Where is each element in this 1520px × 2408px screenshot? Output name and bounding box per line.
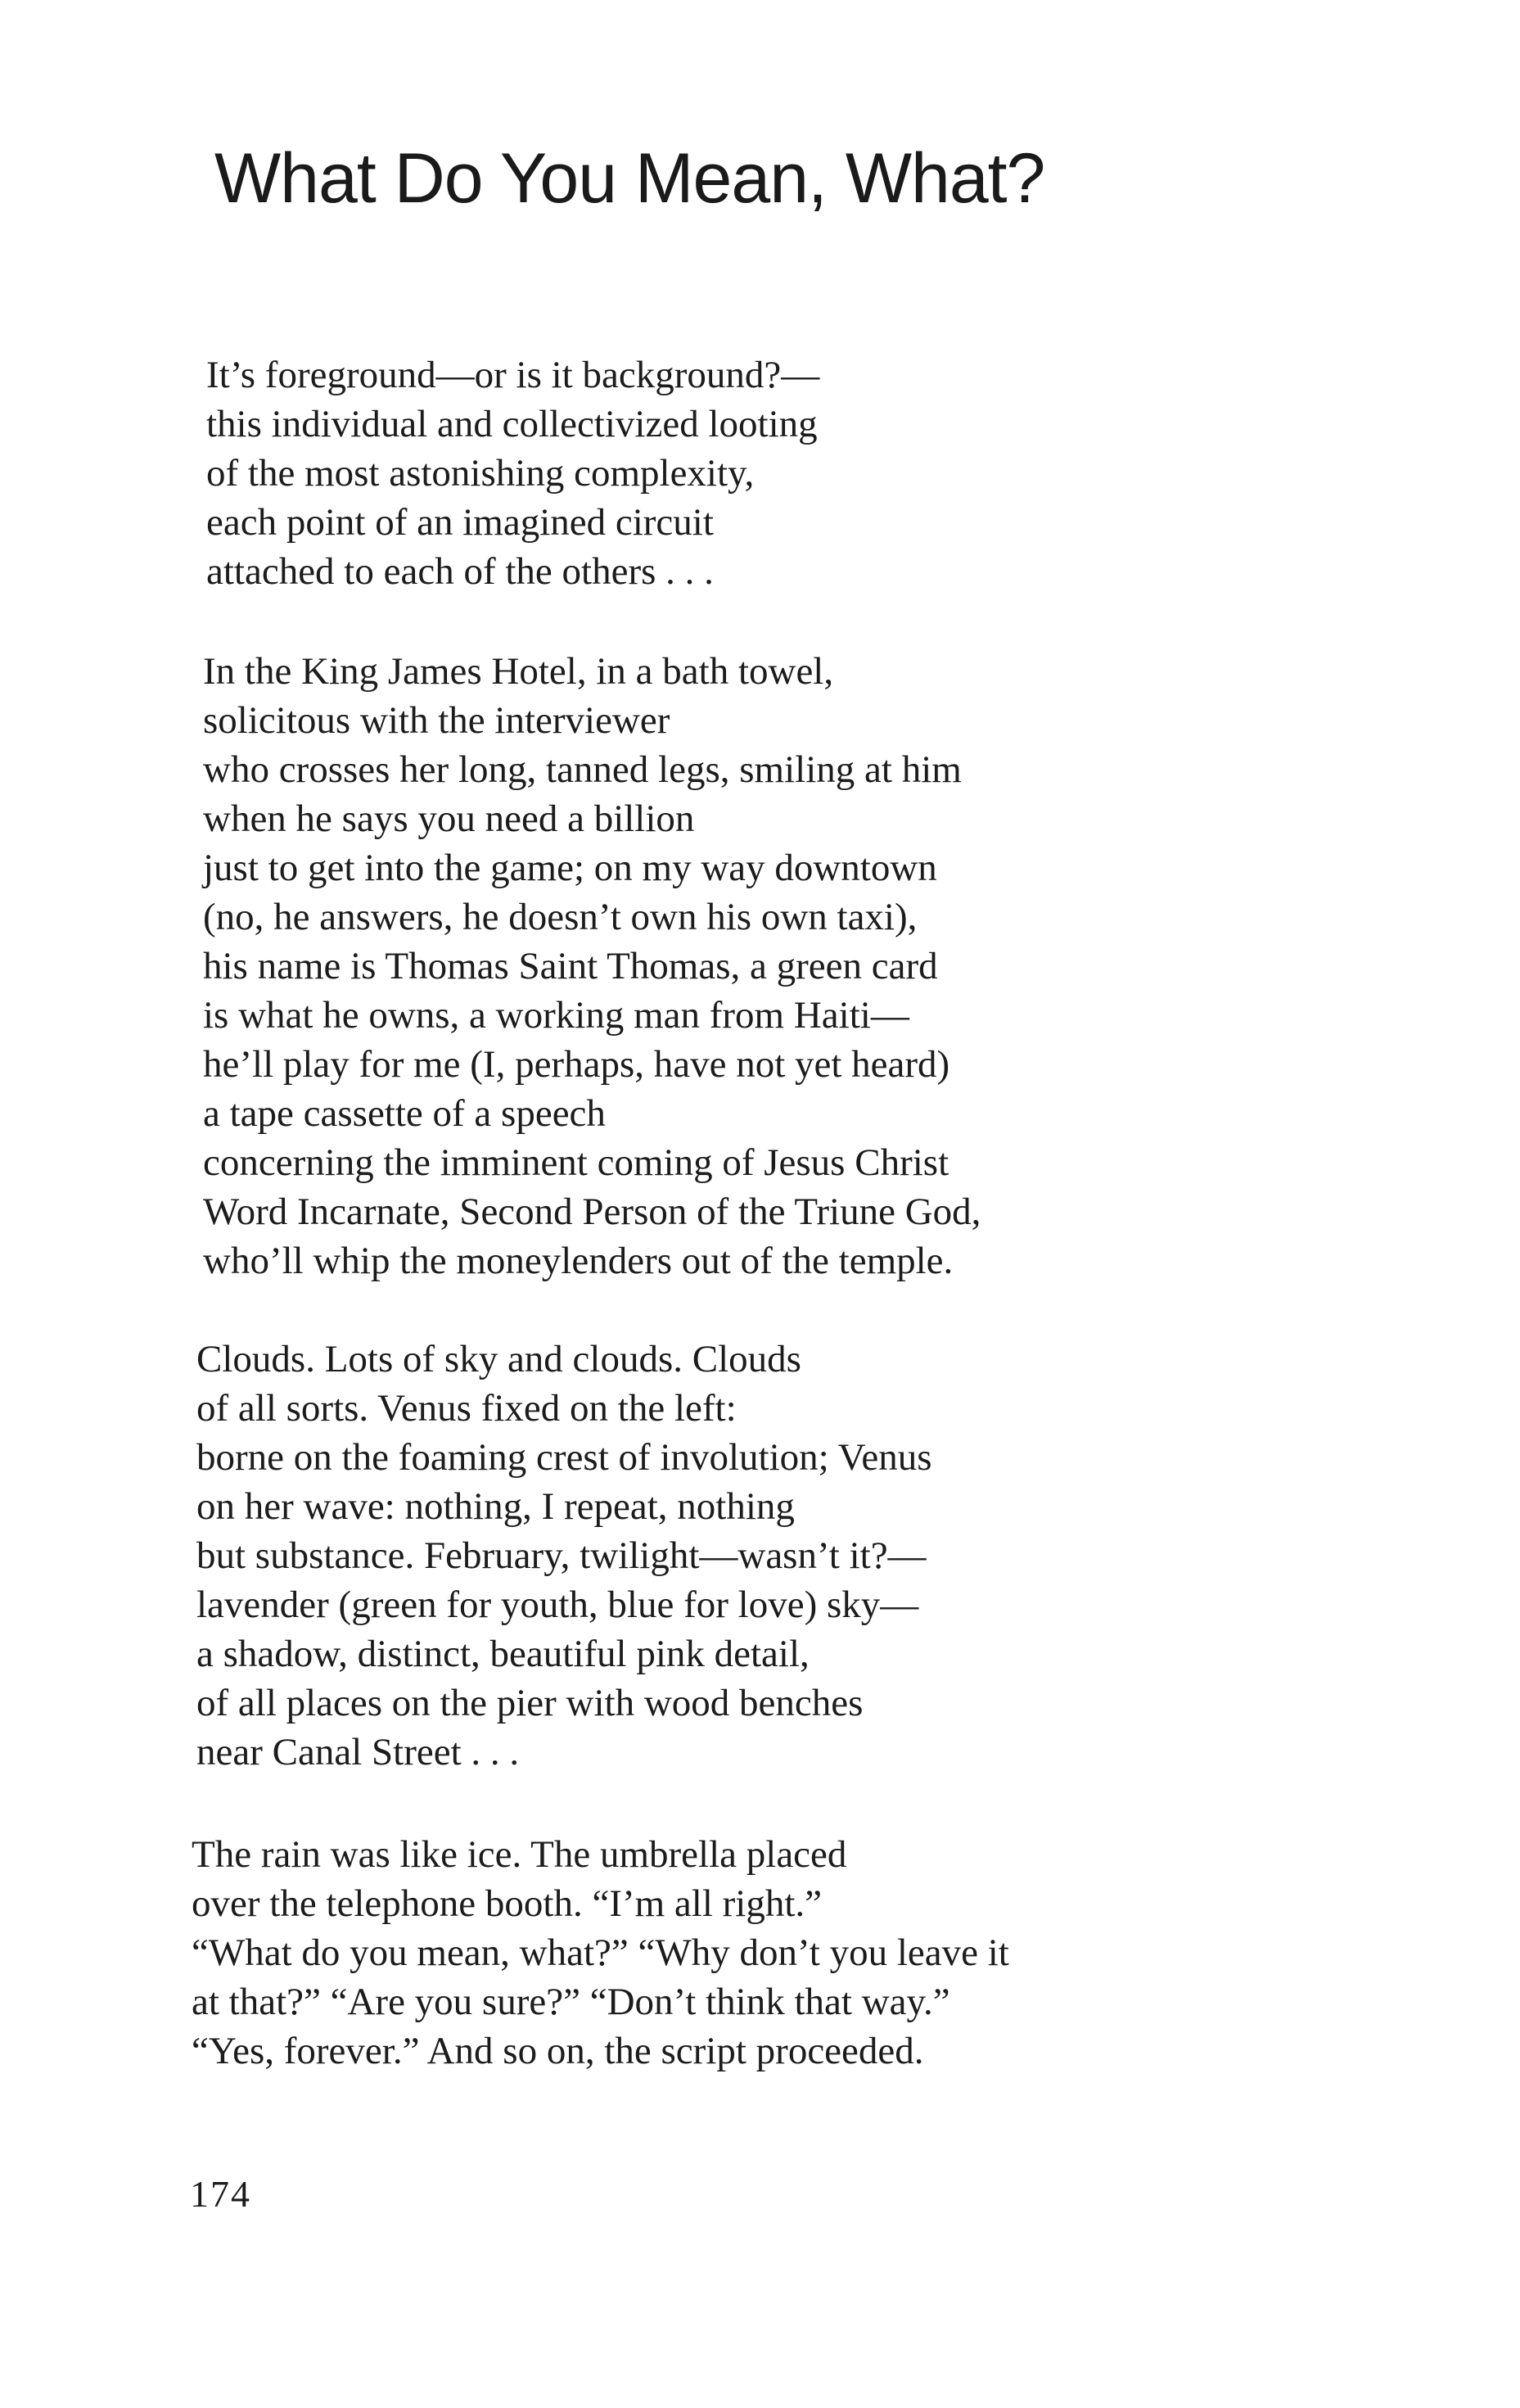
poem-line: “Yes, forever.” And so on, the script proceeded. <box>192 2030 924 2072</box>
poem-line: his name is Thomas Saint Thomas, a green card <box>203 945 938 987</box>
poem-line: this individual and collectivized looting <box>206 403 818 445</box>
poem-line: at that?” “Are you sure?” “Don’t think that way.” <box>192 1981 950 2023</box>
poem-line: attached to each of the others . . . <box>206 550 714 593</box>
poem-line: solicitous with the interviewer <box>203 699 670 742</box>
poem-line: when he says you need a billion <box>203 797 695 840</box>
poem-line: on her wave: nothing, I repeat, nothing <box>196 1485 795 1528</box>
stanza-3 <box>196 1335 932 1777</box>
poem-line: (no, he answers, he doesn’t own his own taxi), <box>203 896 918 938</box>
poem-line: a shadow, distinct, beautiful pink detail, <box>196 1633 810 1675</box>
poem-line: near Canal Street . . . <box>196 1731 520 1773</box>
poem-line: is what he owns, a working man from Haiti— <box>203 994 909 1037</box>
poem-title: What Do You Mean, What? <box>214 139 1045 218</box>
poem-line: Clouds. Lots of sky and clouds. Clouds <box>196 1338 801 1380</box>
poem-line: over the telephone booth. “I’m all right.” <box>192 1882 823 1925</box>
poem-line: borne on the foaming crest of involution; Venus <box>196 1436 932 1479</box>
poem-line: who’ll whip the moneylenders out of the temple. <box>203 1240 954 1282</box>
poem-line: who crosses her long, tanned legs, smiling at him <box>203 748 962 791</box>
page-number: 174 <box>190 2173 251 2215</box>
poem-line: The rain was like ice. The umbrella placed <box>192 1833 847 1876</box>
stanza-4 <box>192 1830 1009 2076</box>
poem-line: just to get into the game; on my way downtown <box>203 847 937 889</box>
poem-line: It’s foreground—or is it background?— <box>206 354 820 396</box>
poem-line: of all sorts. Venus fixed on the left: <box>196 1387 737 1430</box>
poem-line: but substance. February, twilight—wasn’t it?— <box>196 1534 927 1577</box>
poem-line: lavender (green for youth, blue for love) sky— <box>196 1583 919 1626</box>
poem-line: concerning the imminent coming of Jesus Christ <box>203 1141 949 1184</box>
poem-line: In the King James Hotel, in a bath towel, <box>203 650 834 693</box>
poem-line: a tape cassette of a speech <box>203 1092 606 1135</box>
poem-line: each point of an imagined circuit <box>206 501 714 544</box>
stanza-2 <box>203 647 981 1285</box>
poem-line: of the most astonishing complexity, <box>206 452 755 495</box>
poem-line: “What do you mean, what?” “Why don’t you leave it <box>192 1931 1009 1974</box>
stanza-1 <box>206 350 819 596</box>
poem-line: of all places on the pier with wood benches <box>196 1682 864 1724</box>
poem-line: he’ll play for me (I, perhaps, have not yet heard) <box>203 1043 950 1086</box>
poem-line: Word Incarnate, Second Person of the Triune God, <box>203 1190 981 1233</box>
